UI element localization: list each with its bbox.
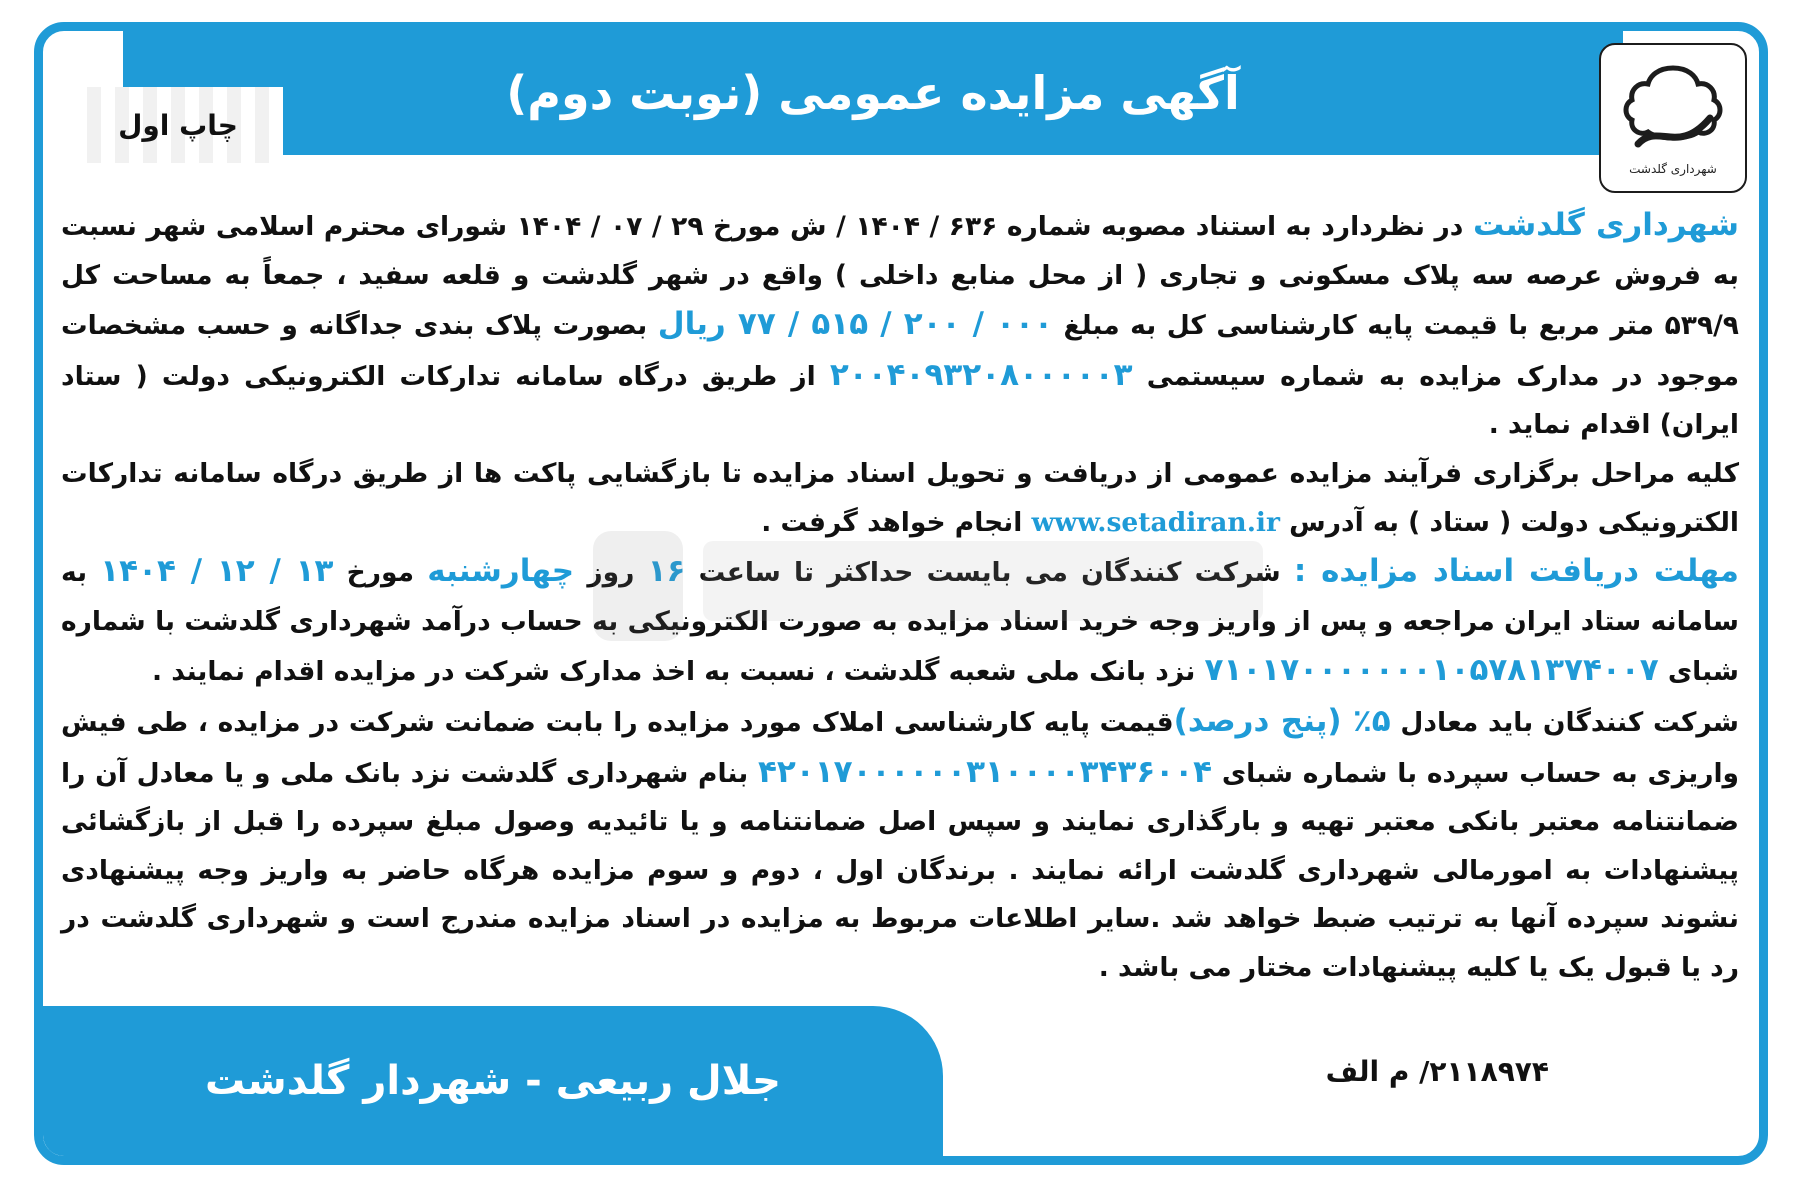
- base-price-amount: ۰۰۰ / ۲۰۰ / ۵۱۵ / ۷۷ ریال: [657, 306, 1053, 343]
- p1-text-1: در نظردارد به استناد مصوبه شماره ۶۳۶ / ۱۴۰۴ / ش مورخ ۲۹ / ۰۷ / ۱۴۰۴ شورای محترم اسلامی شهر نسبت به فروش عرصه سه پلاک مسکونی و تجاری ( از محل منابع داخلی ) واقع در شهر گلدشت و قلعه سفید ، جمعاً به مساحت کل ۵۳۹/۹ متر مربع با قیمت پایه کارشناسی کل به مبلغ: [61, 211, 1739, 342]
- deadline-hour: ۱۶: [647, 553, 686, 590]
- footer-bar: [43, 1006, 943, 1156]
- municipality-logo-icon: [1618, 60, 1728, 160]
- paragraph-4: [61, 697, 1739, 993]
- p3-text-5: نزد بانک ملی شعبه گلدشت ، نسبت به اخذ مدارک شرکت در مزایده اقدام نمایند .: [151, 656, 1205, 688]
- p3-text-1: شرکت کنندگان می بایست حداکثر تا ساعت: [685, 557, 1294, 589]
- print-tag-label: چاپ اول: [118, 108, 238, 142]
- title-bar: [123, 31, 1623, 155]
- paragraph-3: [61, 547, 1739, 697]
- p2-text-1: کلیه مراحل برگزاری فرآیند مزایده عمومی از دریافت و تحویل اسناد مزایده تا بازگشایی پاکت ها از طریق درگاه سامانه تدارکات الکترونیکی دولت ( ستاد ) به آدرس: [61, 457, 1739, 538]
- paragraph-2: [61, 450, 1739, 547]
- p3-text-4: به سامانه ستاد ایران مراجعه و پس از واریز وجه خرید اسناد مزایده به صورت الکترونیکی به حساب درآمد شهرداری گلدشت با شماره شبای: [61, 557, 1739, 688]
- municipality-name: شهرداری گلدشت: [1472, 207, 1739, 243]
- setadiran-link[interactable]: www.setadiran.ir: [1031, 506, 1280, 538]
- notice-frame: [34, 22, 1768, 1165]
- deposit-sheba: ۴۲۰۱۷۰۰۰۰۰۰۳۱۰۰۰۰۳۴۳۶۰۰۴: [757, 753, 1213, 790]
- p1-text-3: از طریق درگاه سامانه تدارکات الکترونیکی دولت ( ستاد ایران) اقدام نماید .: [61, 360, 1739, 441]
- notice-title: آگهی مزایده عمومی (نوبت دوم): [506, 66, 1240, 120]
- paragraph-1: [61, 201, 1739, 450]
- notice-body: [61, 201, 1739, 993]
- system-number: ۲۰۰۴۰۹۳۲۰۸۰۰۰۰۰۳: [829, 356, 1133, 393]
- p4-text-2: قیمت پایه کارشناسی املاک مورد مزایده را بابت ضمانت شرکت در مزایده ، طی فیش واریزی به حساب سپرده با شماره شبای: [61, 706, 1740, 789]
- p4-text-1: شرکت کنندگان باید معادل: [1390, 706, 1739, 738]
- p2-text-2: انجام خواهد گرفت .: [761, 506, 1032, 538]
- reference-code: ۲۱۱۸۹۷۴/ م الف: [1325, 1055, 1549, 1088]
- signature: جلال ربیعی - شهردار گلدشت: [205, 1058, 781, 1104]
- deadline-heading: مهلت دریافت اسناد مزایده :: [1293, 553, 1739, 590]
- print-tag: [73, 87, 283, 163]
- deadline-date: ۱۳ / ۱۲ / ۱۴۰۴: [100, 553, 334, 590]
- p4-text-3: بنام شهرداری گلدشت نزد بانک ملی و یا معادل آن را ضمانتنامه معتبر بانکی معتبر تهیه و بارگذاری نمایند و سپس اصل ضمانتنامه و یا تائیدیه وصول مبلغ سپرده را قبل از بازگشائی پیشنهادات به امورمالی شهرداری گلدشت ارائه نمایند . برندگان اول ، دوم و سوم مزایده هرگاه حاضر به واریز وجه پیشنهادی نشوند سپرده آنها به ترتیب ضبط خواهد شد .سایر اطلاعات مربوط به مزایده در اسناد مزایده مندرج است و شهرداری گلدشت در رد یا قبول یک یا کلیه پیشنهادات مختار می باشد .: [61, 757, 1739, 983]
- p3-text-3: مورخ: [333, 557, 428, 589]
- logo-caption: شهرداری گلدشت: [1629, 162, 1717, 176]
- deadline-day: چهارشنبه: [427, 553, 575, 590]
- p1-text-2: بصورت پلاک بندی جداگانه و حسب مشخصات موجود در مدارک مزایده به شماره سیستمی: [61, 310, 1739, 392]
- p3-text-2: روز: [574, 557, 648, 589]
- guarantee-percent: ۵٪ (پنج درصد): [1173, 702, 1391, 739]
- revenue-sheba: ۷۱۰۱۷۰۰۰۰۰۰۰۱۰۵۷۸۱۳۷۴۰۰۷: [1204, 652, 1659, 689]
- municipality-logo: [1599, 43, 1747, 193]
